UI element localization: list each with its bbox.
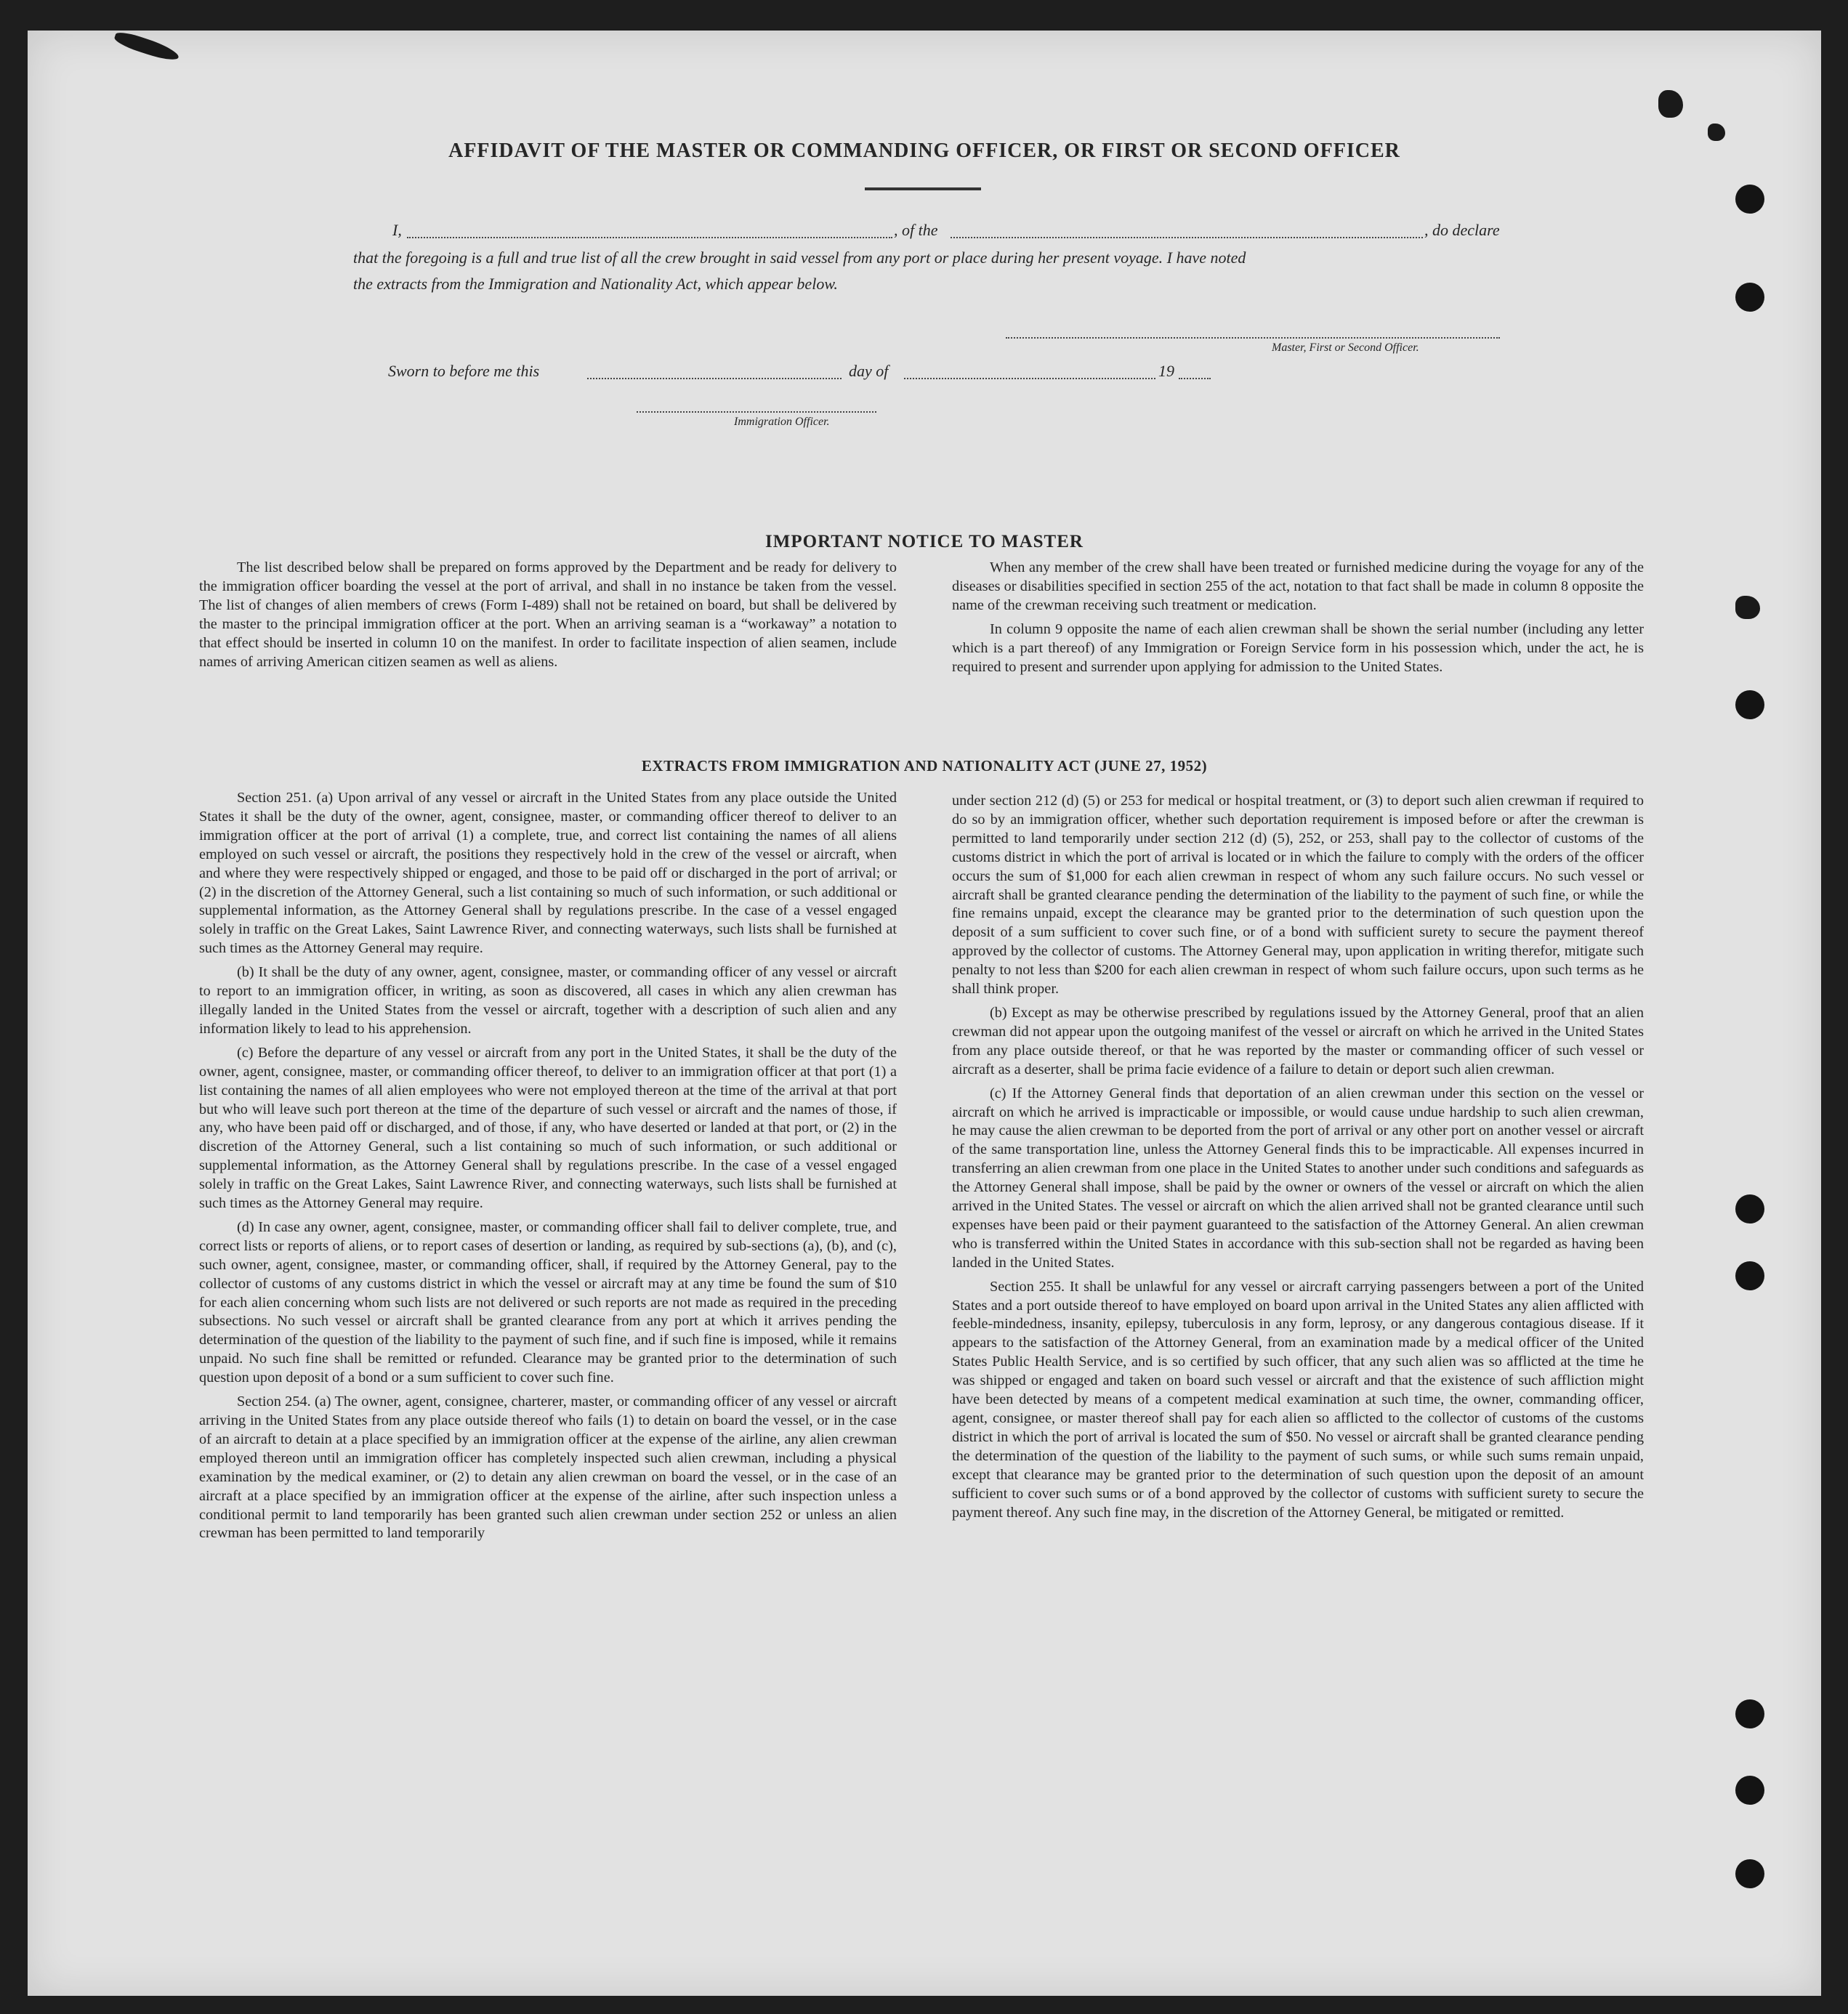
punch-hole: [1735, 283, 1764, 312]
notice-right-paragraph: When any member of the crew shall have been treated or furnished medicine during the voyage for any of the diseases or disabilities specified in section 255 of the act, notation to that fact shall be made in column 8 opposite the name of the crewman receiving such treatment or medication.: [952, 559, 1644, 613]
section-254-a-continued: under section 212 (d) (5) or 253 for medical or hospital treatment, or (3) to deport such alien crewman if required to do so by an immigration officer, whether such deportation requirement is imposed before or after the crewman is permitted to land temporarily under section 212 (d) (5), 252, or 253, shall pay to the collector of customs of the customs district in which the port of arrival is located or in which the failure to comply with the orders of the officer occurs the sum of $1,000 for each alien crewman in respect of whom any such failure occurs. No such vessel or aircraft shall be granted clearance pending the determination of the liability to the payment of such fine, or while the fine remains unpaid, except the clearance may be granted prior to the determination of such question upon the deposit of a sum sufficient to cover such fine, or of a bond with sufficient surety to secure the payment thereof approved by the collector of customs. The Attorney General may, upon application in writing therefor, mitigate such penalty to not less than $200 for each alien crewman in respect of whom such failure occurs, upon such terms as he shall think proper.: [952, 793, 1644, 998]
sworn-day-field[interactable]: [587, 378, 842, 379]
sworn-label: Sworn to before me this: [388, 362, 540, 380]
notice-right-column: [952, 559, 1644, 682]
notice-right-paragraph: In column 9 opposite the name of each alien crewman shall be shown the serial number (including any letter which is a part thereof) of any Immigration or Foreign Service form in his possession which, under the act, he is required to present and surrender upon applying for admission to the United States.: [952, 620, 1644, 675]
affidavit-statement-line1: that the foregoing is a full and true list of all the crew brought in said vessel from any port or place during her present voyage. I have noted: [353, 248, 1246, 267]
punch-hole: [1735, 690, 1764, 719]
affidavit-statement-line2: the extracts from the Immigration and Nationality Act, which appear below.: [353, 275, 838, 293]
punch-hole: [1735, 1699, 1764, 1728]
notice-left-column: [199, 559, 897, 676]
section-251-c: (c) Before the departure of any vessel or aircraft from any port in the United States, it shall be the duty of the owner, agent, consignee, master, or commanding officer thereof, to deliver to an immigration officer at that port (1) a list containing the names of all alien employees who were not employed thereon at the time of the arrival at that port but who will leave such port thereon at the time of the departure of such vessel or aircraft and the names of those, if any, who have been paid off or discharged, and of those, if any, who have deserted or landed at that port, or (2) in the discretion of the Attorney General, such a list containing so much of such information, or such additional or supplemental information, as the Attorney General shall by regulations prescribe. In the case of a vessel engaged solely in traffic on the Great Lakes, Saint Lawrence River, and connecting waterways, such lists shall be furnished at such times as the Attorney General may require.: [199, 1044, 897, 1212]
extracts-left-column: [199, 789, 897, 1548]
master-signature-field[interactable]: [1006, 337, 1500, 339]
vessel-field[interactable]: [951, 237, 1423, 238]
section-255: Section 255. It shall be unlawful for any vessel or aircraft carrying passengers between a port of the United States and a port outside thereof to have employed on board upon arrival in the United States any alien afflicted with feeble-mindedness, insanity, epilepsy, tuberculosis in any form, leprosy, or any dangerous contagious disease. If it appears to the satisfaction of the Attorney General, from an examination made by a medical officer of the United States Public Health Service, and is so certified by such officer, that any such alien was so afflicted at the time he was shipped or engaged and taken on board such vessel or aircraft and that the existence of such affliction might have been detected by means of a competent medical examination at such time, the owner, commanding officer, agent, consignee, or master thereof shall pay for each alien so afflicted to the collector of customs of the customs district in which the port of arrival is located the sum of $50. No vessel or aircraft shall be granted clearance pending the determination of the question of the liability to the payment of such sums, or while such sums remain unpaid, except that clearance may be granted prior to the determination of such question upon the deposit of an amount sufficient to cover such sums or of a bond approved by the collector of customs with sufficient surety to secure the payment thereof. Any such fine may, in the discretion of the Attorney General, be mitigated or remitted.: [952, 1278, 1644, 1521]
section-254-b: (b) Except as may be otherwise prescribed by regulations issued by the Attorney General, proof that an alien crewman did not appear upon the outgoing manifest of the vessel or aircraft on which he arrived in the United States from any place outside thereof, or that he was reported by the master or commanding officer of such vessel or aircraft as a deserter, shall be prima facie evidence of a failure to detain or deport such alien crewman.: [952, 1004, 1644, 1077]
officer-signature-caption: Immigration Officer.: [734, 416, 830, 428]
section-251-a: Section 251. (a) Upon arrival of any vessel or aircraft in the United States from any place outside the United States it shall be the duty of the owner, agent, consignee, master, or commanding officer thereof to deliver to an immigration officer at the port of arrival (1) a complete, true, and correct list containing the names of all aliens employed on such vessel or aircraft, the positions they respectively hold in the crew of the vessel or aircraft, when and where they were respectively shipped or engaged, and those to be paid off or discharged in the port of arrival; or (2) in the discretion of the Attorney General, such a list containing so much of such information, or such additional or supplemental information, as the Attorney General shall by regulations prescribe. In the case of a vessel engaged solely in traffic on the Great Lakes, Saint Lawrence River, and connecting waterways, such lists shall be furnished at such times as the Attorney General may require.: [199, 790, 897, 957]
year-label: 19: [1158, 362, 1174, 380]
ink-smudge: [1708, 124, 1725, 141]
punch-hole: [1735, 1859, 1764, 1888]
declare-do-declare-label: , do declare: [1424, 221, 1500, 239]
section-254-c: (c) If the Attorney General finds that deportation of an alien crewman under this section on the vessel or aircraft on which he arrived is impracticable or impossible, or would cause undue hardship to such alien crewman, he may cause the alien crewman to be deported from the port of arrival or any other port on another vessel or aircraft of the same transportation line, unless the Attorney General finds this to be impracticable. All expenses incurred in transferring an alien crewman from one place in the United States to another under such conditions and safeguards as the Attorney General shall impose, shall be paid by the owner or owners of the vessel or aircraft on which the alien arrived in the United States. The vessel or aircraft on which the alien arrived shall not be granted clearance until such expenses have been paid or their payment guaranteed to the satisfaction of the Attorney General. An alien crewman who is transferred within the United States in accordance with this sub-section shall not be regarded as having been landed in the United States.: [952, 1085, 1644, 1271]
section-254-a: Section 254. (a) The owner, agent, consignee, charterer, master, or commanding officer of any vessel or aircraft arriving in the United States from any place outside thereof who fails (1) to detain on board the vessel, or in the case of an aircraft to detain at a place specified by an immigration officer at the expense of the airline, any alien crewman employed thereon until an immigration officer has completely inspected such alien crewman, including a physical examination by the medical examiner, or (2) to detain any alien crewman on board the vessel, or in the case of an aircraft at a place specified by an immigration officer at the expense of the airline, after such inspection unless a conditional permit to land temporarily has been granted such alien crewman under section 252 or unless an alien crewman has been permitted to land temporarily: [199, 1394, 897, 1542]
punch-hole: [1735, 1194, 1764, 1224]
name-field[interactable]: [407, 237, 892, 238]
officer-signature-field[interactable]: [637, 411, 876, 413]
notice-title: IMPORTANT NOTICE TO MASTER: [765, 532, 1084, 551]
section-251-b: (b) It shall be the duty of any owner, agent, consignee, master, or commanding officer of any vessel or aircraft to report to an immigration officer, in writing, as soon as discovered, all cases in which any alien crewman has illegally landed in the United States from the vessel or aircraft, together with a description of such alien and any information likely to lead to his apprehension.: [199, 964, 897, 1037]
sworn-year-field[interactable]: [1179, 378, 1211, 379]
master-signature-caption: Master, First or Second Officer.: [1272, 341, 1419, 354]
sworn-month-field[interactable]: [904, 378, 1155, 379]
notice-left-paragraph: The list described below shall be prepared on forms approved by the Department and be ready for delivery to the immigration officer boarding the vessel at the port of arrival, and shall in no instance be taken from the vessel. The list of changes of alien members of crews (Form I-489) shall not be retained on board, but shall be delivered by the master to the principal immigration officer at the port. When an arriving seaman is a “workaway” a notation to that effect should be inserted in column 10 on the manifest. In order to facilitate inspection of alien seamen, include names of arriving American citizen seamen as well as aliens.: [199, 559, 897, 670]
declare-of-the-label: , of the: [894, 221, 938, 239]
punch-hole: [1735, 1776, 1764, 1805]
ink-smudge: [1658, 90, 1683, 118]
ink-smudge: [1735, 596, 1760, 619]
title-rule: [865, 187, 981, 190]
punch-hole: [1735, 1261, 1764, 1290]
declare-i-label: I,: [392, 221, 402, 239]
extracts-right-column: [952, 792, 1644, 1527]
affidavit-title: AFFIDAVIT OF THE MASTER OR COMMANDING OFFICER, OR FIRST OR SECOND OFFICER: [448, 139, 1400, 162]
punch-hole: [1735, 185, 1764, 214]
ink-smudge: [113, 29, 181, 63]
section-251-d: (d) In case any owner, agent, consignee, master, or commanding officer shall fail to deliver complete, true, and correct lists or reports of aliens, or to report cases of desertion or landing, as required by sub-sections (a), (b), and (c), such owner, agent, consignee, master, or commanding officer, shall, if required by the Attorney General, pay to the collector of customs of any customs district in which the vessel or aircraft may at any time be found the sum of $10 for each alien concerning whom such lists are not delivered or such reports are not made as required in the preceding subsections. No such vessel or aircraft shall be granted clearance from any port at which it arrives pending the determination of the question of the liability to the payment of such fine, and if such fine is imposed, while it remains unpaid. No such fine shall be remitted or refunded. Clearance may be granted prior to the determination of such question upon deposit of a bond or a sum sufficient to cover such fine.: [199, 1218, 897, 1386]
extracts-title: EXTRACTS FROM IMMIGRATION AND NATIONALITY ACT (JUNE 27, 1952): [641, 757, 1208, 775]
day-of-label: day of: [849, 362, 889, 380]
form-sheet: [28, 31, 1821, 1996]
